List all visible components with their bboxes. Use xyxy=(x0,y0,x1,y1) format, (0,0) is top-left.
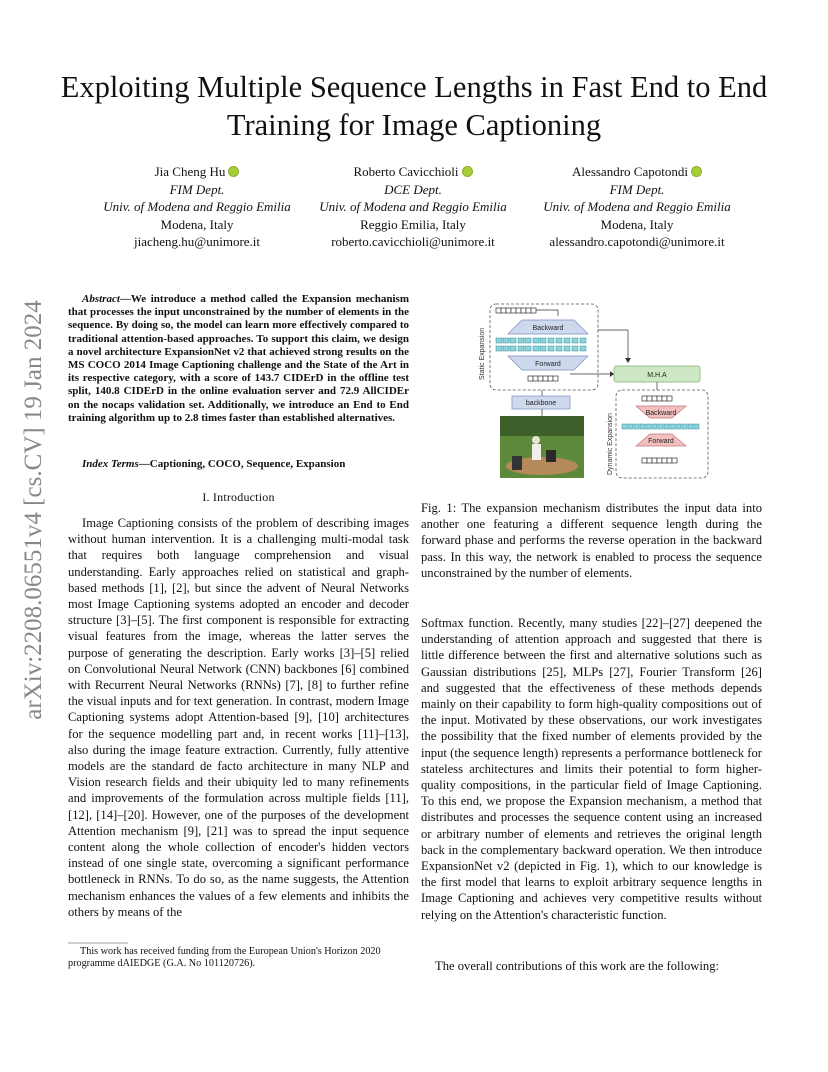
footnote: This work has received funding from the European Union's Horizon 2020 programme dAIEDGE (G.A. No 101120726). xyxy=(68,946,381,969)
top-sequence xyxy=(496,308,536,313)
forward-label: Forward xyxy=(535,361,561,368)
dyn-forward-label: Forward xyxy=(648,438,674,445)
abstract-text: —We introduce a method called the Expansion mechanism that processes the input unconstrained by the number of elements in the sequence. By doing so, the model can learn more effectively compared to traditional attention-based approaches. To support this claim, we design a novel architecture ExpansionNet v2 that achieved strong results on the MS COCO 2014 Image Captioning challenge and the State of the Art in its respective category, with a score of 143.7 CIDErD in the offline test split, 140.8 CIDErD in the online evaluation server and 72.9 AllCIDEr on the nocaps validation set. Additionally, we introduce an End to End training algorithm up to 2.8 times faster than established alternatives. xyxy=(68,293,409,424)
dynamic-label: Dynamic Expansion xyxy=(607,413,614,475)
author-email: alessandro.capotondi@unimore.it xyxy=(549,234,725,249)
abstract-label: Abstract xyxy=(82,293,120,305)
author-email: jiacheng.hu@unimore.it xyxy=(133,234,261,249)
contributions-line: The overall contributions of this work are the following: xyxy=(435,959,719,973)
mid-sequence xyxy=(528,376,558,381)
footnote-rule xyxy=(68,942,409,944)
author-univ: Univ. of Modena and Reggio Emilia xyxy=(103,199,291,214)
dyn-bottom-sequence xyxy=(642,458,677,463)
author-univ: Univ. of Modena and Reggio Emilia xyxy=(543,199,731,214)
author-name: Jia Cheng Hu xyxy=(154,164,226,179)
author-dept: DCE Dept. xyxy=(384,181,442,197)
dyn-top-sequence xyxy=(642,396,672,401)
abstract xyxy=(68,293,409,425)
author-univ: Univ. of Modena and Reggio Emilia xyxy=(319,199,507,214)
mha-label: M.H.A xyxy=(647,372,667,379)
input-photo xyxy=(500,416,584,478)
index-label: Index Terms xyxy=(82,458,139,470)
arxiv-stamp: arXiv:2208.06551v4 [cs.CV] 19 Jan 2024 xyxy=(20,300,47,720)
author-email: roberto.cavicchioli@unimore.it xyxy=(331,234,495,249)
index-terms xyxy=(68,458,409,471)
backward-label: Backward xyxy=(532,325,564,332)
intro-paragraph: Image Captioning consists of the problem of describing images without human intervention. It is a challenging multi-modal task that requires both language comprehension and visual understanding. Early approaches relied on statistical and graph-based methods [1], [2], but since the advent of Neural Networks most Image Captioning systems adopted an encoder and decoder structure [3]–[5]. The first component is responsible for extracting visual features from the image, whereas the latter serves the purpose of generating the description. Early works [3]–[5] relied on Convolutional Neural Network (CNN) backbones [6] combined with Recurrent Neural Networks (RNNs) [7], [8] to further refine the visual inputs and for text generation. In contrast, modern Image Captioning systems adopt Attention-based [9], [10] architectures for the sequence modelling part and, in recent works [11]–[13], also during the image feature extraction. Currently, fully attentive models are the standard de facto architecture in many NLP and Vision research fields and their ubiquity led to many refinements and improvements of the formulation across multiple fields [11], [12], [14]–[20]. However, one of the purposes of the development Attention mechanism [9], [21] was to spread the input sequence content along the whole collection of encoder's hidden vectors instead of one single state, overcoming a significant performance bottleneck in RNNs. To do so, as the name suggests, the Attention mechanism enhances the values of a few elements and inhibits the others by means of the xyxy=(68,516,409,919)
author-name: Roberto Cavicchioli xyxy=(353,164,459,179)
section-heading: I. Introduction xyxy=(202,490,275,504)
author-2 xyxy=(288,163,538,251)
orcid-icon[interactable] xyxy=(228,166,239,177)
figure-expansion-diagram xyxy=(476,300,776,485)
static-label: Static Expansion xyxy=(479,327,486,380)
author-dept: FIM Dept. xyxy=(169,181,225,197)
right-paragraph: Softmax function. Recently, many studies [22]–[27] deepened the understanding of attention approach and suggested that there is little difference between the first and alternative solutions such as Gaussian distributions [25], MLPs [27], Fourier Transform [26] and suggested that the effectiveness of these methods depends mainly on their capability to form high-quality compositions out of the input. Motivated by these observations, our work investigates the possibility that the fixed number of elements provided by the input (the sequence length) represents a performance bottleneck for stateless architectures and limits their potential to form higher-quality compositions, in the particular field of Image Captioning. To this end, we propose the Expansion mechanism, a method that distributes and processes the sequence content using an increased or arbitrary number of elements and retrieves the original length back in the complementary backward operation. We then introduce ExpansionNet v2 (depicted in Fig. 1), which to our knowledge is the first model that learns to exploit arbitrary sequence lengths in Image Captioning and achieves very competitive results without relying on the Attention's characteristic function. xyxy=(421,616,762,922)
author-city: Modena, Italy xyxy=(600,216,674,232)
dyn-expanded-row xyxy=(622,424,699,429)
index-text: —Captioning, COCO, Sequence, Expansion xyxy=(138,458,346,470)
author-name: Alessandro Capotondi xyxy=(572,164,688,179)
author-city: Reggio Emilia, Italy xyxy=(360,216,466,232)
expanded-rows xyxy=(496,338,586,351)
paper-title: Exploiting Multiple Sequence Lengths in Fast End to End Training for Image Captioning xyxy=(60,70,768,142)
author-1 xyxy=(72,163,322,251)
figure-caption: Fig. 1: The expansion mechanism distributes the input data into another one featuring a different sequence length during the forward phase and performs the reverse operation in the backward pass. In this way, the network is enabled to process the sequence unconstrained by the number of elements. xyxy=(421,501,762,580)
author-city: Modena, Italy xyxy=(160,216,234,232)
author-3 xyxy=(512,163,762,251)
dyn-backward-label: Backward xyxy=(645,410,677,417)
orcid-icon[interactable] xyxy=(462,166,473,177)
author-dept: FIM Dept. xyxy=(609,181,665,197)
backbone-label: backbone xyxy=(525,400,557,407)
orcid-icon[interactable] xyxy=(691,166,702,177)
